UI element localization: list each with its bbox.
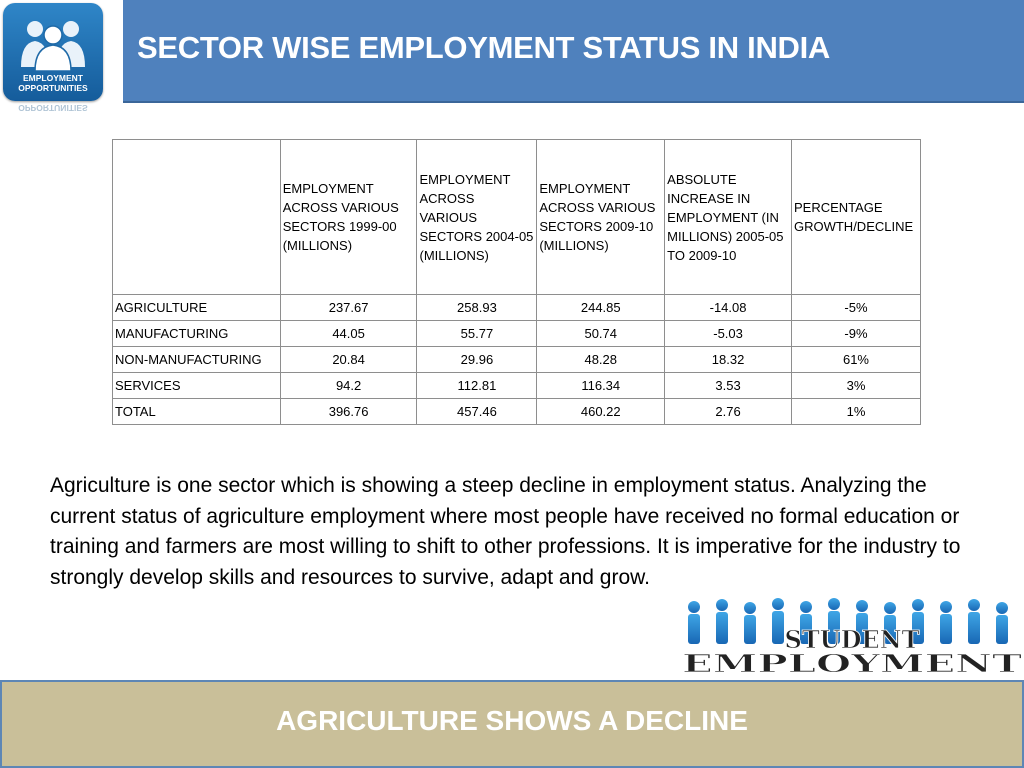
table-cell: -5% bbox=[791, 295, 920, 321]
table-cell: 112.81 bbox=[417, 373, 537, 399]
footer-caption: AGRICULTURE SHOWS A DECLINE bbox=[276, 705, 748, 736]
table-row bbox=[113, 321, 921, 347]
body-paragraph: Agriculture is one sector which is showing a steep decline in employment status. Analyzing the current status of agriculture employment where most people have received no formal education or training and farmers are most willing to shift to other professions. It is imperative for the industry to strongly develop skills and resources to survive, adapt and grow. bbox=[50, 474, 961, 589]
sector-cell: SERVICES bbox=[113, 373, 281, 399]
table-cell: -14.08 bbox=[665, 295, 792, 321]
table-row bbox=[113, 295, 921, 321]
table-cell: 1% bbox=[791, 399, 920, 425]
table-cell: 50.74 bbox=[537, 321, 665, 347]
logo-text-line1: EMPLOYMENT bbox=[23, 73, 83, 83]
employment-opportunities-logo bbox=[3, 3, 103, 101]
table-header-cell: EMPLOYMENT ACROSS VARIOUS SECTORS 2004-05 (MILLIONS) bbox=[417, 140, 537, 295]
logo-reflection bbox=[3, 103, 103, 121]
table-header-cell: PERCENTAGE GROWTH/DECLINE bbox=[791, 140, 920, 295]
table-header-cell bbox=[113, 140, 281, 295]
table-cell: 18.32 bbox=[665, 347, 792, 373]
sector-cell: MANUFACTURING bbox=[113, 321, 281, 347]
table-row bbox=[113, 347, 921, 373]
people-group-icon bbox=[17, 15, 89, 71]
table-cell: 116.34 bbox=[537, 373, 665, 399]
logo-reflection-text: OPPORTUNITIES bbox=[18, 103, 88, 113]
table-header-cell: EMPLOYMENT ACROSS VARIOUS SECTORS 1999-00 (MILLIONS) bbox=[280, 140, 417, 295]
table-cell: 2.76 bbox=[665, 399, 792, 425]
table-header-row bbox=[113, 140, 921, 295]
sector-cell: AGRICULTURE bbox=[113, 295, 281, 321]
graphic-text-line2: EMPLOYMENT bbox=[682, 649, 1023, 678]
table-cell: 460.22 bbox=[537, 399, 665, 425]
table-row bbox=[113, 399, 921, 425]
table-cell: -9% bbox=[791, 321, 920, 347]
table-cell: 3% bbox=[791, 373, 920, 399]
graphic-text-line1: STUDENT bbox=[784, 625, 920, 654]
page-title: SECTOR WISE EMPLOYMENT STATUS IN INDIA bbox=[137, 30, 831, 65]
footer-banner bbox=[0, 680, 1024, 768]
title-bar bbox=[123, 0, 1024, 103]
sector-cell: TOTAL bbox=[113, 399, 281, 425]
table-cell: 20.84 bbox=[280, 347, 417, 373]
table-row bbox=[113, 373, 921, 399]
sector-cell: NON-MANUFACTURING bbox=[113, 347, 281, 373]
table-cell: 237.67 bbox=[280, 295, 417, 321]
table-cell: 44.05 bbox=[280, 321, 417, 347]
table-header-cell: ABSOLUTE INCREASE IN EMPLOYMENT (IN MILLIONS) 2005-05 TO 2009-10 bbox=[665, 140, 792, 295]
table-cell: 457.46 bbox=[417, 399, 537, 425]
table-cell: 94.2 bbox=[280, 373, 417, 399]
employment-table bbox=[112, 139, 921, 425]
table-cell: 48.28 bbox=[537, 347, 665, 373]
table-cell: 244.85 bbox=[537, 295, 665, 321]
table-cell: 3.53 bbox=[665, 373, 792, 399]
table-cell: 55.77 bbox=[417, 321, 537, 347]
logo-text-line2: OPPORTUNITIES bbox=[18, 83, 88, 93]
table-cell: 29.96 bbox=[417, 347, 537, 373]
table-header-cell: EMPLOYMENT ACROSS VARIOUS SECTORS 2009-10 (MILLIONS) bbox=[537, 140, 665, 295]
table-cell: 258.93 bbox=[417, 295, 537, 321]
table-cell: -5.03 bbox=[665, 321, 792, 347]
table-cell: 61% bbox=[791, 347, 920, 373]
table-cell: 396.76 bbox=[280, 399, 417, 425]
student-employment-graphic bbox=[680, 596, 1024, 678]
